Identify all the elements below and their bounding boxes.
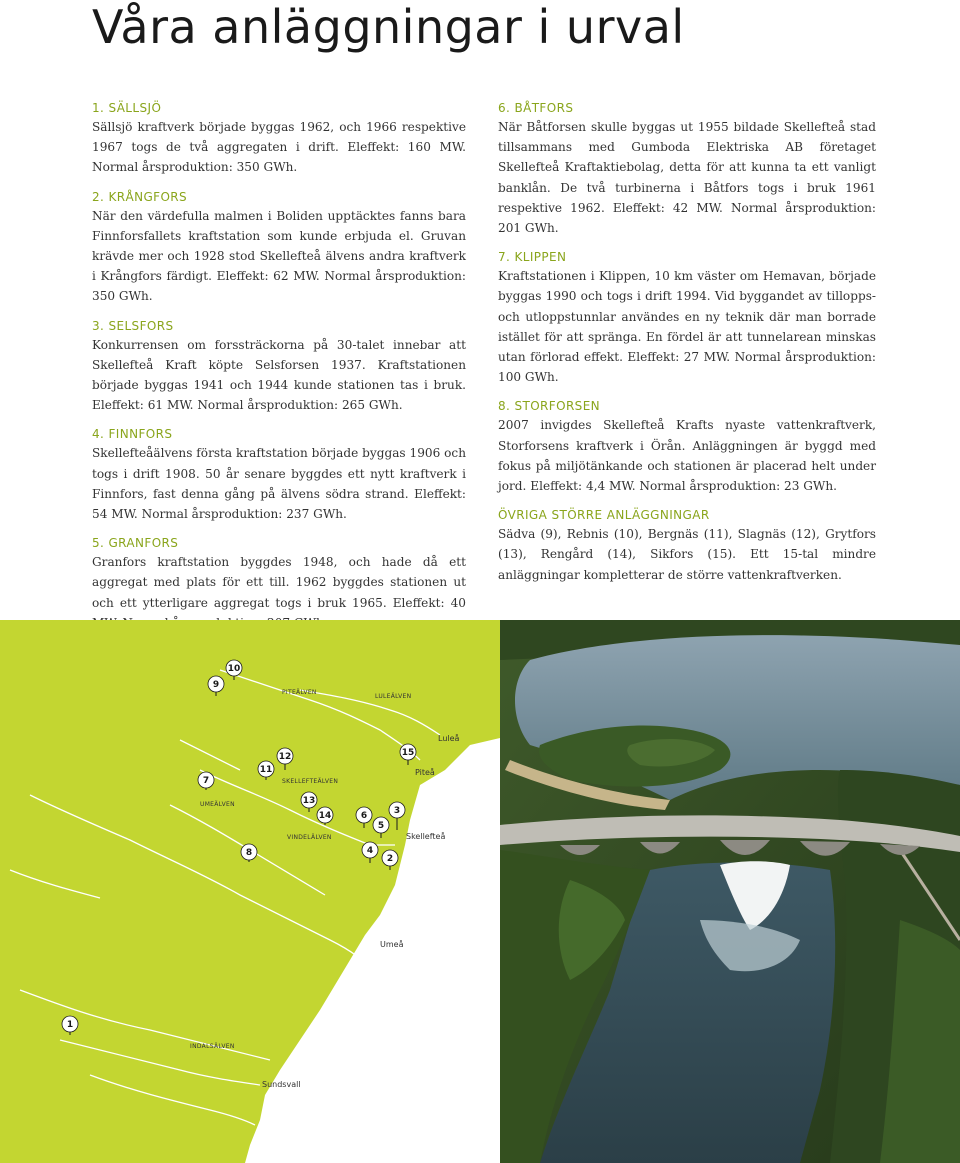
- left-column: [92, 100, 466, 644]
- svg-text:3: 3: [393, 806, 401, 816]
- section-klippen: [498, 249, 876, 387]
- section-finnfors: [92, 426, 466, 524]
- svg-text:10: 10: [227, 664, 241, 674]
- section-heading: 5. GRANFORS: [92, 536, 179, 551]
- page-title: Våra anläggningar i urval: [92, 0, 685, 54]
- marker-9: [208, 676, 224, 692]
- section-heading: 8. STORFORSEN: [498, 399, 601, 414]
- section-text: 2007 invigdes Skellefteå Krafts nyaste vattenkraftverk, Storforsens kraftverk i Örån. Anläggningen är byggd med fokus på miljötänkande och stationen är placerad helt under jord. Eleffekt: 4,4 MW. Normal årsproduktion: 23 GWh.: [498, 418, 876, 494]
- city-label-pitea: Piteå: [415, 768, 435, 777]
- right-column: [498, 100, 876, 596]
- section-text: Sädva (9), Rebnis (10), Bergnäs (11), Slagnäs (12), Grytfors (13), Rengård (14), Sikfors (15). Ett 15-tal mindre anläggningar kompletterar de större vattenkraftverken.: [498, 527, 876, 582]
- section-heading: 1. SÄLLSJÖ: [92, 101, 162, 115]
- section-batfors: [498, 100, 876, 238]
- river-label-skelleftealven: SKELLEFTEÄLVEN: [282, 778, 339, 785]
- section-text: Sällsjö kraftverk började byggas 1962, och 1966 respektive 1967 togs de två aggregaten i drift. Eleffekt: 160 MW. Normal årsproduktion: 350 GWh.: [92, 120, 466, 175]
- marker-5: [373, 817, 389, 833]
- section-heading: 3. SELSFORS: [92, 318, 174, 333]
- section-heading: 7. KLIPPEN: [498, 250, 567, 265]
- section-text: Konkurrensen om forssträckorna på 30-talet innebar att Skellefteå Kraft köpte Selsforsen 1937. Kraftstationen började byggas 1941 och 1944 kunde stationen tas i bruk. Eleffekt: 61 MW. Normal årsproduktion: 265 GWh.: [92, 337, 466, 413]
- section-ovriga: [498, 507, 876, 585]
- section-granfors: [92, 535, 466, 633]
- map: [0, 620, 500, 1163]
- svg-text:15: 15: [401, 748, 415, 758]
- section-heading: 6. BÅTFORS: [498, 101, 574, 115]
- marker-1: [62, 1016, 78, 1032]
- svg-text:8: 8: [245, 848, 253, 858]
- city-label-lulea: Luleå: [438, 734, 460, 743]
- svg-text:5: 5: [377, 821, 385, 831]
- section-krangfors: [92, 189, 466, 307]
- svg-text:11: 11: [259, 765, 273, 775]
- svg-text:1: 1: [66, 1020, 74, 1030]
- svg-text:6: 6: [360, 811, 368, 821]
- city-label-skelleftea: Skellefteå: [406, 832, 446, 841]
- river-label-lulealven: LULEÄLVEN: [375, 693, 412, 700]
- marker-7: [198, 772, 214, 788]
- city-label-sundsvall: Sundsvall: [262, 1080, 301, 1089]
- marker-10: [226, 660, 242, 676]
- section-text: Kraftstationen i Klippen, 10 km väster om Hemavan, började byggas 1990 och togs i drift 1994. Vid byggandet av tillopps- och utloppstunnlar användes en ny teknik där man borrade istället för att spränga. En fördel är att tunnelarean minskas utan förlorad effekt. Eleffekt: 27 MW. Normal årsproduktion: 100 GWh.: [498, 269, 876, 385]
- section-text: Granfors kraftstation byggdes 1948, och hade då ett aggregat med plats för ett till. 1962 byggdes stationen ut och ett ytterligare aggregat togs i bruk 1965. Eleffekt: 40: [92, 555, 466, 610]
- marker-3: [389, 802, 405, 818]
- section-text: Skellefteåälvens första kraftstation började byggas 1906 och togs i drift 1908. 50 år senare byggdes ett nytt kraftverk i Finnfors, fast denna gång på älvens södra strand. Eleffekt: 54 MW. Normal årsproduktion: 237 GWh.: [92, 446, 466, 522]
- marker-15: [400, 744, 416, 760]
- svg-text:12: 12: [278, 752, 292, 762]
- svg-text:2: 2: [386, 854, 394, 864]
- section-selsfors: [92, 318, 466, 416]
- svg-text:9: 9: [212, 680, 220, 690]
- marker-4: [362, 842, 378, 858]
- marker-6: [356, 807, 372, 823]
- river-label-pitealven: PITEÄLVEN: [282, 689, 317, 696]
- marker-12: [277, 748, 293, 764]
- marker-8: [241, 844, 257, 860]
- svg-text:7: 7: [202, 776, 210, 786]
- svg-text:14: 14: [318, 811, 332, 821]
- dam-photo: [500, 620, 960, 1163]
- section-heading: ÖVRIGA STÖRRE ANLÄGGNINGAR: [498, 508, 710, 523]
- city-label-umea: Umeå: [380, 940, 404, 949]
- svg-text:4: 4: [366, 846, 374, 856]
- river-label-indalsalven: INDALSÄLVEN: [190, 1043, 235, 1050]
- marker-11: [258, 761, 274, 777]
- marker-14: [317, 807, 333, 823]
- marker-13: [301, 792, 317, 808]
- marker-2: [382, 850, 398, 866]
- river-label-vindelalven: VINDELÄLVEN: [287, 834, 332, 841]
- section-storforsen: [498, 398, 876, 496]
- section-text: När den värdefulla malmen i Boliden upptäcktes fanns bara Finnforsfallets kraftstation som kunde erbjuda el. Gruvan krävde mer och 1928 stod Skellefteå älvens andra kraftverk i Krångfors färdigt. Eleffekt: 62 MW. Normal årsproduktion: 350 GWh.: [92, 208, 466, 304]
- section-heading: 4. FINNFORS: [92, 427, 173, 442]
- river-label-umealven: UMEÄLVEN: [200, 801, 235, 808]
- section-heading: 2. KRÅNGFORS: [92, 189, 188, 204]
- section-text: När Båtforsen skulle byggas ut 1955 bildade Skellefteå stad tillsammans med Gumboda Elektriska AB företaget Skellefteå Kraftaktiebolag, detta för att kunna ta ett vanligt banklån. De två turbinerna i Båtfors togs i bruk 1961 respektive 1962. Eleffekt: 42 MW. Normal årsproduktion: 201 GWh.: [498, 120, 876, 236]
- svg-text:13: 13: [302, 796, 316, 806]
- section-sallsjo: [92, 100, 466, 178]
